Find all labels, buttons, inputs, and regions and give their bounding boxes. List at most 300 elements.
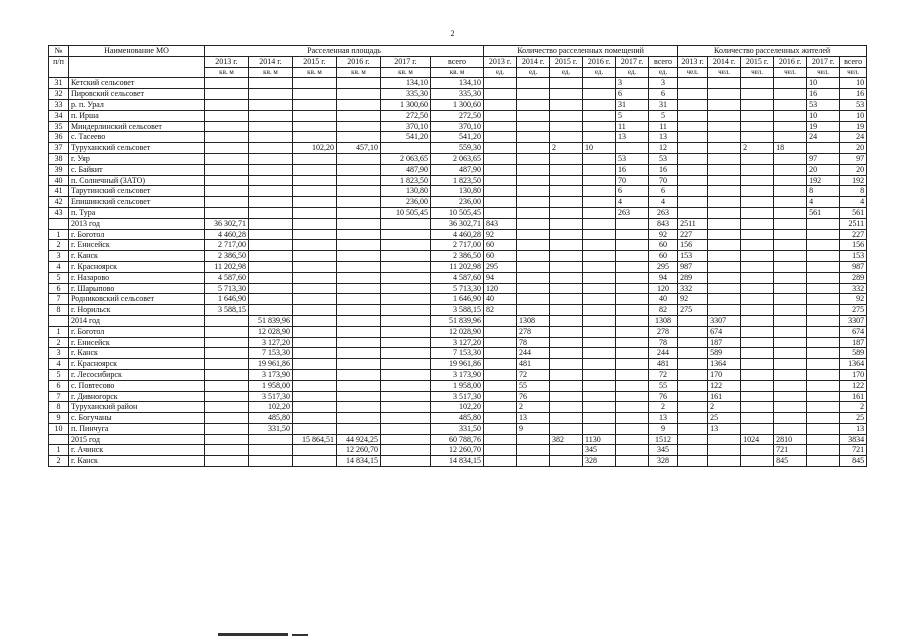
rooms-cell xyxy=(616,348,649,359)
table-row xyxy=(49,186,867,197)
col-num-header-2: п/п xyxy=(49,56,69,78)
people-cell xyxy=(774,229,807,240)
area-cell xyxy=(381,240,431,251)
rooms-cell xyxy=(517,272,550,283)
area-cell xyxy=(337,391,381,402)
year-header-area: 2016 г. xyxy=(337,56,381,67)
people-cell: 16 xyxy=(840,89,867,100)
area-cell: 5 713,30 xyxy=(205,283,249,294)
unit-header-area: кв. м xyxy=(249,67,293,78)
people-cell xyxy=(678,434,708,445)
people-cell xyxy=(774,359,807,370)
people-cell xyxy=(678,391,708,402)
row-number: 4 xyxy=(49,359,69,370)
area-cell: 36 302,71 xyxy=(205,218,249,229)
rooms-cell: 82 xyxy=(484,305,517,316)
rooms-cell xyxy=(550,337,583,348)
table-row xyxy=(49,89,867,100)
rooms-cell: 70 xyxy=(649,175,678,186)
rooms-cell xyxy=(616,326,649,337)
rooms-cell xyxy=(583,294,616,305)
rooms-cell xyxy=(583,229,616,240)
rooms-cell xyxy=(484,380,517,391)
rooms-cell xyxy=(484,110,517,121)
area-cell xyxy=(337,423,381,434)
col-people-header: Количество расселенных жителей xyxy=(678,46,867,57)
rooms-cell xyxy=(517,218,550,229)
area-cell: 272,50 xyxy=(381,110,431,121)
rooms-cell xyxy=(616,423,649,434)
people-cell xyxy=(708,251,741,262)
row-number: 35 xyxy=(49,121,69,132)
rooms-cell xyxy=(550,207,583,218)
area-cell xyxy=(337,121,381,132)
people-cell xyxy=(774,261,807,272)
people-cell xyxy=(741,283,774,294)
municipality-name: 2015 год xyxy=(69,434,205,445)
municipality-name: с. Тасеево xyxy=(69,132,205,143)
municipality-name: 2013 год xyxy=(69,218,205,229)
row-number: 7 xyxy=(49,294,69,305)
people-cell: 2810 xyxy=(774,434,807,445)
people-cell xyxy=(774,380,807,391)
table-row xyxy=(49,402,867,413)
people-cell: 20 xyxy=(840,164,867,175)
people-cell xyxy=(807,337,840,348)
rooms-cell: 278 xyxy=(649,326,678,337)
rooms-cell: 31 xyxy=(649,99,678,110)
table-row xyxy=(49,326,867,337)
area-cell: 2 717,00 xyxy=(205,240,249,251)
year-header-area: 2017 г. xyxy=(381,56,431,67)
people-cell: 589 xyxy=(840,348,867,359)
area-cell: 3 588,15 xyxy=(431,305,484,316)
people-cell xyxy=(807,456,840,467)
people-cell xyxy=(774,294,807,305)
row-number: 9 xyxy=(49,413,69,424)
rooms-cell xyxy=(517,197,550,208)
people-cell: 25 xyxy=(840,413,867,424)
rooms-cell xyxy=(583,207,616,218)
people-cell xyxy=(678,175,708,186)
rooms-cell: 382 xyxy=(550,434,583,445)
area-cell xyxy=(337,294,381,305)
rooms-cell xyxy=(616,251,649,262)
unit-header-people: чел. xyxy=(741,67,774,78)
rooms-cell: 72 xyxy=(649,369,678,380)
area-cell xyxy=(337,413,381,424)
row-number: 39 xyxy=(49,164,69,175)
area-cell xyxy=(205,132,249,143)
area-cell xyxy=(249,110,293,121)
people-cell xyxy=(807,423,840,434)
area-cell xyxy=(293,164,337,175)
people-cell: 153 xyxy=(840,251,867,262)
rooms-cell xyxy=(583,326,616,337)
rooms-cell xyxy=(517,121,550,132)
people-cell xyxy=(741,305,774,316)
rooms-cell xyxy=(550,197,583,208)
rooms-cell: 278 xyxy=(517,326,550,337)
rooms-cell: 13 xyxy=(616,132,649,143)
people-cell: 19 xyxy=(840,121,867,132)
unit-header-rooms: ед. xyxy=(583,67,616,78)
municipality-name: г. Шарыпово xyxy=(69,283,205,294)
people-cell xyxy=(774,207,807,218)
people-cell: 92 xyxy=(840,294,867,305)
area-cell: 541,20 xyxy=(381,132,431,143)
people-cell xyxy=(678,132,708,143)
area-cell xyxy=(249,229,293,240)
area-cell xyxy=(249,143,293,154)
rooms-cell xyxy=(550,283,583,294)
rooms-cell xyxy=(550,305,583,316)
people-cell xyxy=(708,110,741,121)
rooms-cell xyxy=(550,380,583,391)
people-cell: 845 xyxy=(774,456,807,467)
year-header-rooms: всего xyxy=(649,56,678,67)
unit-header-rooms: ед. xyxy=(550,67,583,78)
people-cell xyxy=(678,121,708,132)
table-row xyxy=(49,272,867,283)
rooms-cell: 9 xyxy=(649,423,678,434)
row-number: 10 xyxy=(49,423,69,434)
rooms-cell xyxy=(484,78,517,89)
area-cell: 12 028,90 xyxy=(249,326,293,337)
area-cell xyxy=(249,78,293,89)
area-cell xyxy=(205,348,249,359)
area-cell xyxy=(337,305,381,316)
rooms-cell xyxy=(517,175,550,186)
area-cell xyxy=(293,391,337,402)
rooms-cell: 1130 xyxy=(583,434,616,445)
people-cell xyxy=(708,121,741,132)
rooms-cell xyxy=(583,218,616,229)
area-cell: 1 300,60 xyxy=(431,99,484,110)
footer-underline-2 xyxy=(292,634,308,636)
people-cell xyxy=(741,445,774,456)
people-cell: 170 xyxy=(840,369,867,380)
rooms-cell: 53 xyxy=(616,153,649,164)
municipality-name: п. Пинчуга xyxy=(69,423,205,434)
people-cell xyxy=(741,423,774,434)
area-cell xyxy=(293,207,337,218)
row-number: 5 xyxy=(49,272,69,283)
people-cell xyxy=(807,229,840,240)
people-cell xyxy=(741,197,774,208)
table-row xyxy=(49,197,867,208)
people-cell xyxy=(807,240,840,251)
area-cell xyxy=(293,175,337,186)
rooms-cell xyxy=(583,283,616,294)
people-cell: 122 xyxy=(840,380,867,391)
area-cell xyxy=(293,132,337,143)
municipality-name: г. Канск xyxy=(69,456,205,467)
rooms-cell xyxy=(583,164,616,175)
rooms-cell: 78 xyxy=(517,337,550,348)
rooms-cell xyxy=(583,380,616,391)
area-cell xyxy=(381,251,431,262)
people-cell: 20 xyxy=(840,143,867,154)
rooms-cell xyxy=(517,110,550,121)
people-cell xyxy=(807,251,840,262)
people-cell xyxy=(774,89,807,100)
area-cell xyxy=(293,445,337,456)
people-cell xyxy=(774,153,807,164)
people-cell xyxy=(741,89,774,100)
rooms-cell xyxy=(583,251,616,262)
people-cell xyxy=(741,121,774,132)
area-cell xyxy=(249,153,293,164)
row-number: 2 xyxy=(49,337,69,348)
people-cell: 20 xyxy=(807,164,840,175)
area-cell: 51 839,96 xyxy=(249,315,293,326)
people-cell xyxy=(708,240,741,251)
people-cell xyxy=(807,143,840,154)
area-cell xyxy=(205,207,249,218)
people-cell xyxy=(708,99,741,110)
rooms-cell: 244 xyxy=(517,348,550,359)
rooms-cell: 6 xyxy=(649,186,678,197)
people-cell xyxy=(807,369,840,380)
row-number: 8 xyxy=(49,402,69,413)
area-cell xyxy=(205,186,249,197)
rooms-cell: 11 xyxy=(649,121,678,132)
rooms-cell xyxy=(517,251,550,262)
area-cell xyxy=(249,186,293,197)
area-cell xyxy=(381,348,431,359)
rooms-cell: 1308 xyxy=(517,315,550,326)
area-cell: 2 063,65 xyxy=(381,153,431,164)
people-cell xyxy=(741,261,774,272)
area-cell: 2 063,65 xyxy=(431,153,484,164)
area-cell: 487,90 xyxy=(381,164,431,175)
area-cell xyxy=(205,78,249,89)
year-header-people: 2013 г. xyxy=(678,56,708,67)
rooms-cell xyxy=(616,272,649,283)
rooms-cell xyxy=(484,337,517,348)
people-cell xyxy=(807,380,840,391)
area-cell: 19 961,86 xyxy=(249,359,293,370)
rooms-cell xyxy=(583,359,616,370)
people-cell xyxy=(741,402,774,413)
year-header-rooms: 2017 г. xyxy=(616,56,649,67)
people-cell xyxy=(741,369,774,380)
people-cell xyxy=(807,272,840,283)
rooms-cell: 3 xyxy=(649,78,678,89)
area-cell xyxy=(337,218,381,229)
rooms-cell: 1512 xyxy=(649,434,678,445)
area-cell: 236,00 xyxy=(381,197,431,208)
area-cell: 3 127,20 xyxy=(431,337,484,348)
people-cell: 10 xyxy=(840,110,867,121)
rooms-cell xyxy=(583,261,616,272)
row-number: 37 xyxy=(49,143,69,154)
municipality-name: Родниковский сельсовет xyxy=(69,294,205,305)
table-row xyxy=(49,315,867,326)
area-cell xyxy=(381,359,431,370)
municipality-name: с. Байкит xyxy=(69,164,205,175)
people-cell: 289 xyxy=(678,272,708,283)
area-cell: 1 958,00 xyxy=(431,380,484,391)
area-cell xyxy=(293,240,337,251)
municipality-name: Пировский сельсовет xyxy=(69,89,205,100)
people-cell xyxy=(741,110,774,121)
rooms-cell xyxy=(517,229,550,240)
row-number xyxy=(49,434,69,445)
area-cell: 11 202,98 xyxy=(205,261,249,272)
municipality-name: п. Солнечный (ЗАТО) xyxy=(69,175,205,186)
area-cell xyxy=(293,78,337,89)
row-number: 4 xyxy=(49,261,69,272)
area-cell: 370,10 xyxy=(431,121,484,132)
table-row xyxy=(49,218,867,229)
people-cell xyxy=(708,207,741,218)
area-cell xyxy=(337,380,381,391)
people-cell: 187 xyxy=(708,337,741,348)
rooms-cell: 31 xyxy=(616,99,649,110)
area-cell xyxy=(337,186,381,197)
area-cell xyxy=(337,110,381,121)
rooms-cell: 94 xyxy=(649,272,678,283)
municipality-name: г. Енисейск xyxy=(69,240,205,251)
people-cell xyxy=(774,218,807,229)
area-cell xyxy=(249,251,293,262)
people-cell xyxy=(708,186,741,197)
rooms-cell: 94 xyxy=(484,272,517,283)
people-cell xyxy=(774,272,807,283)
table-row xyxy=(49,153,867,164)
municipality-name: г. Енисейск xyxy=(69,337,205,348)
area-cell xyxy=(293,186,337,197)
people-cell: 3307 xyxy=(840,315,867,326)
rooms-cell xyxy=(484,121,517,132)
rooms-cell xyxy=(517,164,550,175)
rooms-cell: 10 xyxy=(583,143,616,154)
rooms-cell xyxy=(517,78,550,89)
rooms-cell: 76 xyxy=(517,391,550,402)
people-cell xyxy=(774,326,807,337)
area-cell xyxy=(381,445,431,456)
col-num-header: № xyxy=(49,46,69,57)
rooms-cell: 2 xyxy=(649,402,678,413)
area-cell xyxy=(205,89,249,100)
rooms-cell: 244 xyxy=(649,348,678,359)
rooms-cell xyxy=(517,207,550,218)
people-cell: 18 xyxy=(774,143,807,154)
row-number: 8 xyxy=(49,305,69,316)
people-cell xyxy=(678,337,708,348)
rooms-cell: 60 xyxy=(649,240,678,251)
rooms-cell: 60 xyxy=(484,251,517,262)
people-cell xyxy=(678,456,708,467)
rooms-cell xyxy=(583,391,616,402)
rooms-cell xyxy=(517,99,550,110)
people-cell xyxy=(678,99,708,110)
rooms-cell xyxy=(616,283,649,294)
area-cell: 14 834,15 xyxy=(431,456,484,467)
area-cell: 2 717,00 xyxy=(431,240,484,251)
table-row xyxy=(49,391,867,402)
table-row xyxy=(49,369,867,380)
area-cell xyxy=(293,229,337,240)
rooms-cell xyxy=(517,434,550,445)
people-cell xyxy=(774,132,807,143)
rooms-cell: 60 xyxy=(649,251,678,262)
people-cell xyxy=(741,413,774,424)
area-cell xyxy=(293,359,337,370)
people-cell xyxy=(774,391,807,402)
table-row xyxy=(49,121,867,132)
rooms-cell xyxy=(550,413,583,424)
municipality-name: Миндерлинский сельсовет xyxy=(69,121,205,132)
table-row xyxy=(49,132,867,143)
people-cell xyxy=(774,402,807,413)
people-cell: 19 xyxy=(807,121,840,132)
area-cell: 7 153,30 xyxy=(431,348,484,359)
area-cell: 1 646,90 xyxy=(431,294,484,305)
rooms-cell xyxy=(517,456,550,467)
rooms-cell: 328 xyxy=(583,456,616,467)
people-cell xyxy=(774,337,807,348)
rooms-cell xyxy=(484,186,517,197)
area-cell: 3 517,30 xyxy=(431,391,484,402)
year-header-people: всего xyxy=(840,56,867,67)
area-cell: 3 173,90 xyxy=(249,369,293,380)
rooms-cell xyxy=(583,186,616,197)
area-cell xyxy=(337,197,381,208)
rooms-cell xyxy=(616,359,649,370)
people-cell xyxy=(708,153,741,164)
people-cell xyxy=(807,391,840,402)
area-cell xyxy=(381,143,431,154)
row-number: 1 xyxy=(49,445,69,456)
area-cell xyxy=(337,261,381,272)
people-cell xyxy=(708,132,741,143)
year-header-area: всего xyxy=(431,56,484,67)
area-cell xyxy=(205,153,249,164)
area-cell: 102,20 xyxy=(249,402,293,413)
municipality-name: г. Красноярск xyxy=(69,359,205,370)
rooms-cell xyxy=(616,218,649,229)
area-cell xyxy=(337,207,381,218)
area-cell xyxy=(381,229,431,240)
rooms-cell xyxy=(517,89,550,100)
row-number: 7 xyxy=(49,391,69,402)
row-number: 34 xyxy=(49,110,69,121)
rooms-cell: 6 xyxy=(616,89,649,100)
area-cell: 236,00 xyxy=(431,197,484,208)
rooms-cell xyxy=(550,186,583,197)
rooms-cell: 16 xyxy=(649,164,678,175)
unit-header-people: чел. xyxy=(708,67,741,78)
rooms-cell: 76 xyxy=(649,391,678,402)
municipality-name: г. Ачинск xyxy=(69,445,205,456)
people-cell xyxy=(807,359,840,370)
people-cell: 987 xyxy=(840,261,867,272)
people-cell xyxy=(678,197,708,208)
people-cell: 122 xyxy=(708,380,741,391)
unit-header-area: кв. м xyxy=(431,67,484,78)
municipality-name: г. Канск xyxy=(69,251,205,262)
rooms-cell: 55 xyxy=(649,380,678,391)
area-cell xyxy=(249,240,293,251)
municipality-name: г. Боготол xyxy=(69,229,205,240)
people-cell xyxy=(774,186,807,197)
people-cell xyxy=(741,251,774,262)
municipality-name: р. п. Урал xyxy=(69,99,205,110)
people-cell xyxy=(741,240,774,251)
